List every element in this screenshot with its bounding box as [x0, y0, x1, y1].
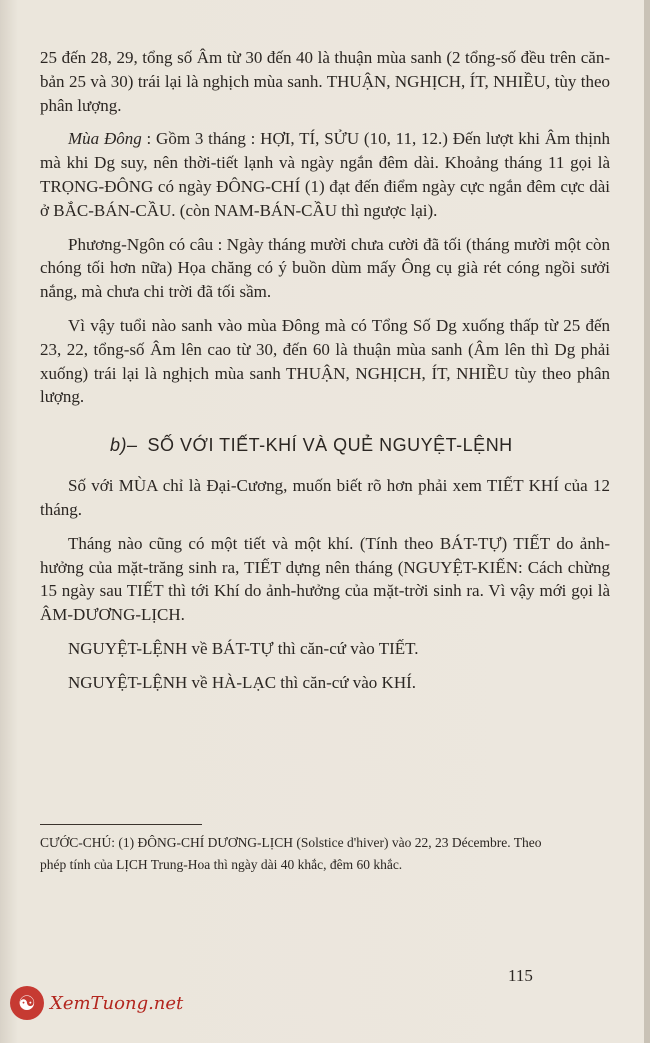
paragraph: Số với MÙA chỉ là Đại-Cương, muốn biết rõ hơn phải xem TIẾT KHÍ của 12 tháng. — [40, 476, 610, 519]
paragraph: Tháng nào cũng có một tiết và một khí. (Tính theo BÁT-TỰ) TIẾT do ảnh-hưởng của mặt-trăng sinh ra, TIẾT dựng nên tháng (NGUYỆT-KIẾN: Cách chừng 15 ngày sau TIẾT thì tới Khí do ảnh-hưởng của mặt-trời sinh ra. Vì vậy mới gọi là ÂM-DƯƠNG-LỊCH. — [40, 533, 610, 625]
page-number: 115 — [508, 966, 533, 985]
paragraph: 25 đến 28, 29, tổng số Âm từ 30 đến 40 là thuận mùa sanh (2 tổng-số đều trên căn-bản 25 và 30) trái lại là nghịch mùa sanh. THUẬN, NGHỊCH, ÍT, NHIỀU, tùy theo phân lượng. — [40, 48, 610, 115]
section-heading — [110, 435, 610, 456]
section-label: b)– — [110, 435, 138, 456]
paragraph-winter — [40, 127, 610, 222]
footnote: CƯỚC-CHÚ: (1) ĐÔNG-CHÍ DƯƠNG-LỊCH (Solstice d'hiver) vào 22, 23 Décembre. Theo phép tính của LỊCH Trung-Hoa thì ngày dài 40 khắc, đêm 60 khắc. — [40, 835, 542, 872]
watermark-text: XemTuong.net — [50, 992, 184, 1014]
season-label: Mùa Đông — [68, 129, 142, 149]
paragraph: Phương-Ngôn có câu : Ngày tháng mười chưa cười đã tối (tháng mười một còn chóng tối hơn nữa) Họa chăng có ý buồn dùm mấy Ông cụ già rét cóng ngồi sưởi nắng, mà chưa chi trời đã tối sầm. — [40, 234, 610, 302]
paragraph-text: : Gồm 3 tháng : HỢI, TÍ, SỬU (10, 11, 12.) Đến lượt khi Âm thịnh mà khi Dg suy, nên thời-tiết lạnh và ngày ngắn đêm dài. Khoảng tháng 11 gọi là TRỌNG-ĐÔNG có ngày ĐÔNG-CHÍ (1) đạt đến điểm ngày cực ngắn đêm cực dài ở BẮC-BÁN-CẦU. (còn NAM-BÁN-CẦU thì ngược lại). — [40, 129, 610, 220]
paragraph: Vì vậy tuổi nào sanh vào mùa Đông mà có Tổng Số Dg xuống thấp từ 25 đến 23, 22, tổng-số Âm lên cao từ 30, đến 60 là thuận mùa sanh (Âm lên thì Dg phải xuống) trái lại là nghịch mùa sanh THUẬN, NGHỊCH, ÍT, NHIỀU tùy theo phân lượng. — [40, 315, 610, 407]
page-edge — [644, 0, 650, 1043]
footnote-divider — [40, 824, 202, 825]
watermark — [10, 986, 183, 1020]
paragraph: NGUYỆT-LỆNH về HÀ-LẠC thì căn-cứ vào KHÍ. — [68, 672, 417, 692]
yin-yang-icon: ☯ — [10, 986, 44, 1020]
body-text — [40, 46, 610, 705]
paragraph: NGUYỆT-LỆNH về BÁT-TỰ thì căn-cứ vào TIẾT. — [68, 638, 419, 658]
section-title: SỐ VỚI TIẾT-KHÍ VÀ QUẺ NGUYỆT-LỆNH — [147, 435, 513, 456]
